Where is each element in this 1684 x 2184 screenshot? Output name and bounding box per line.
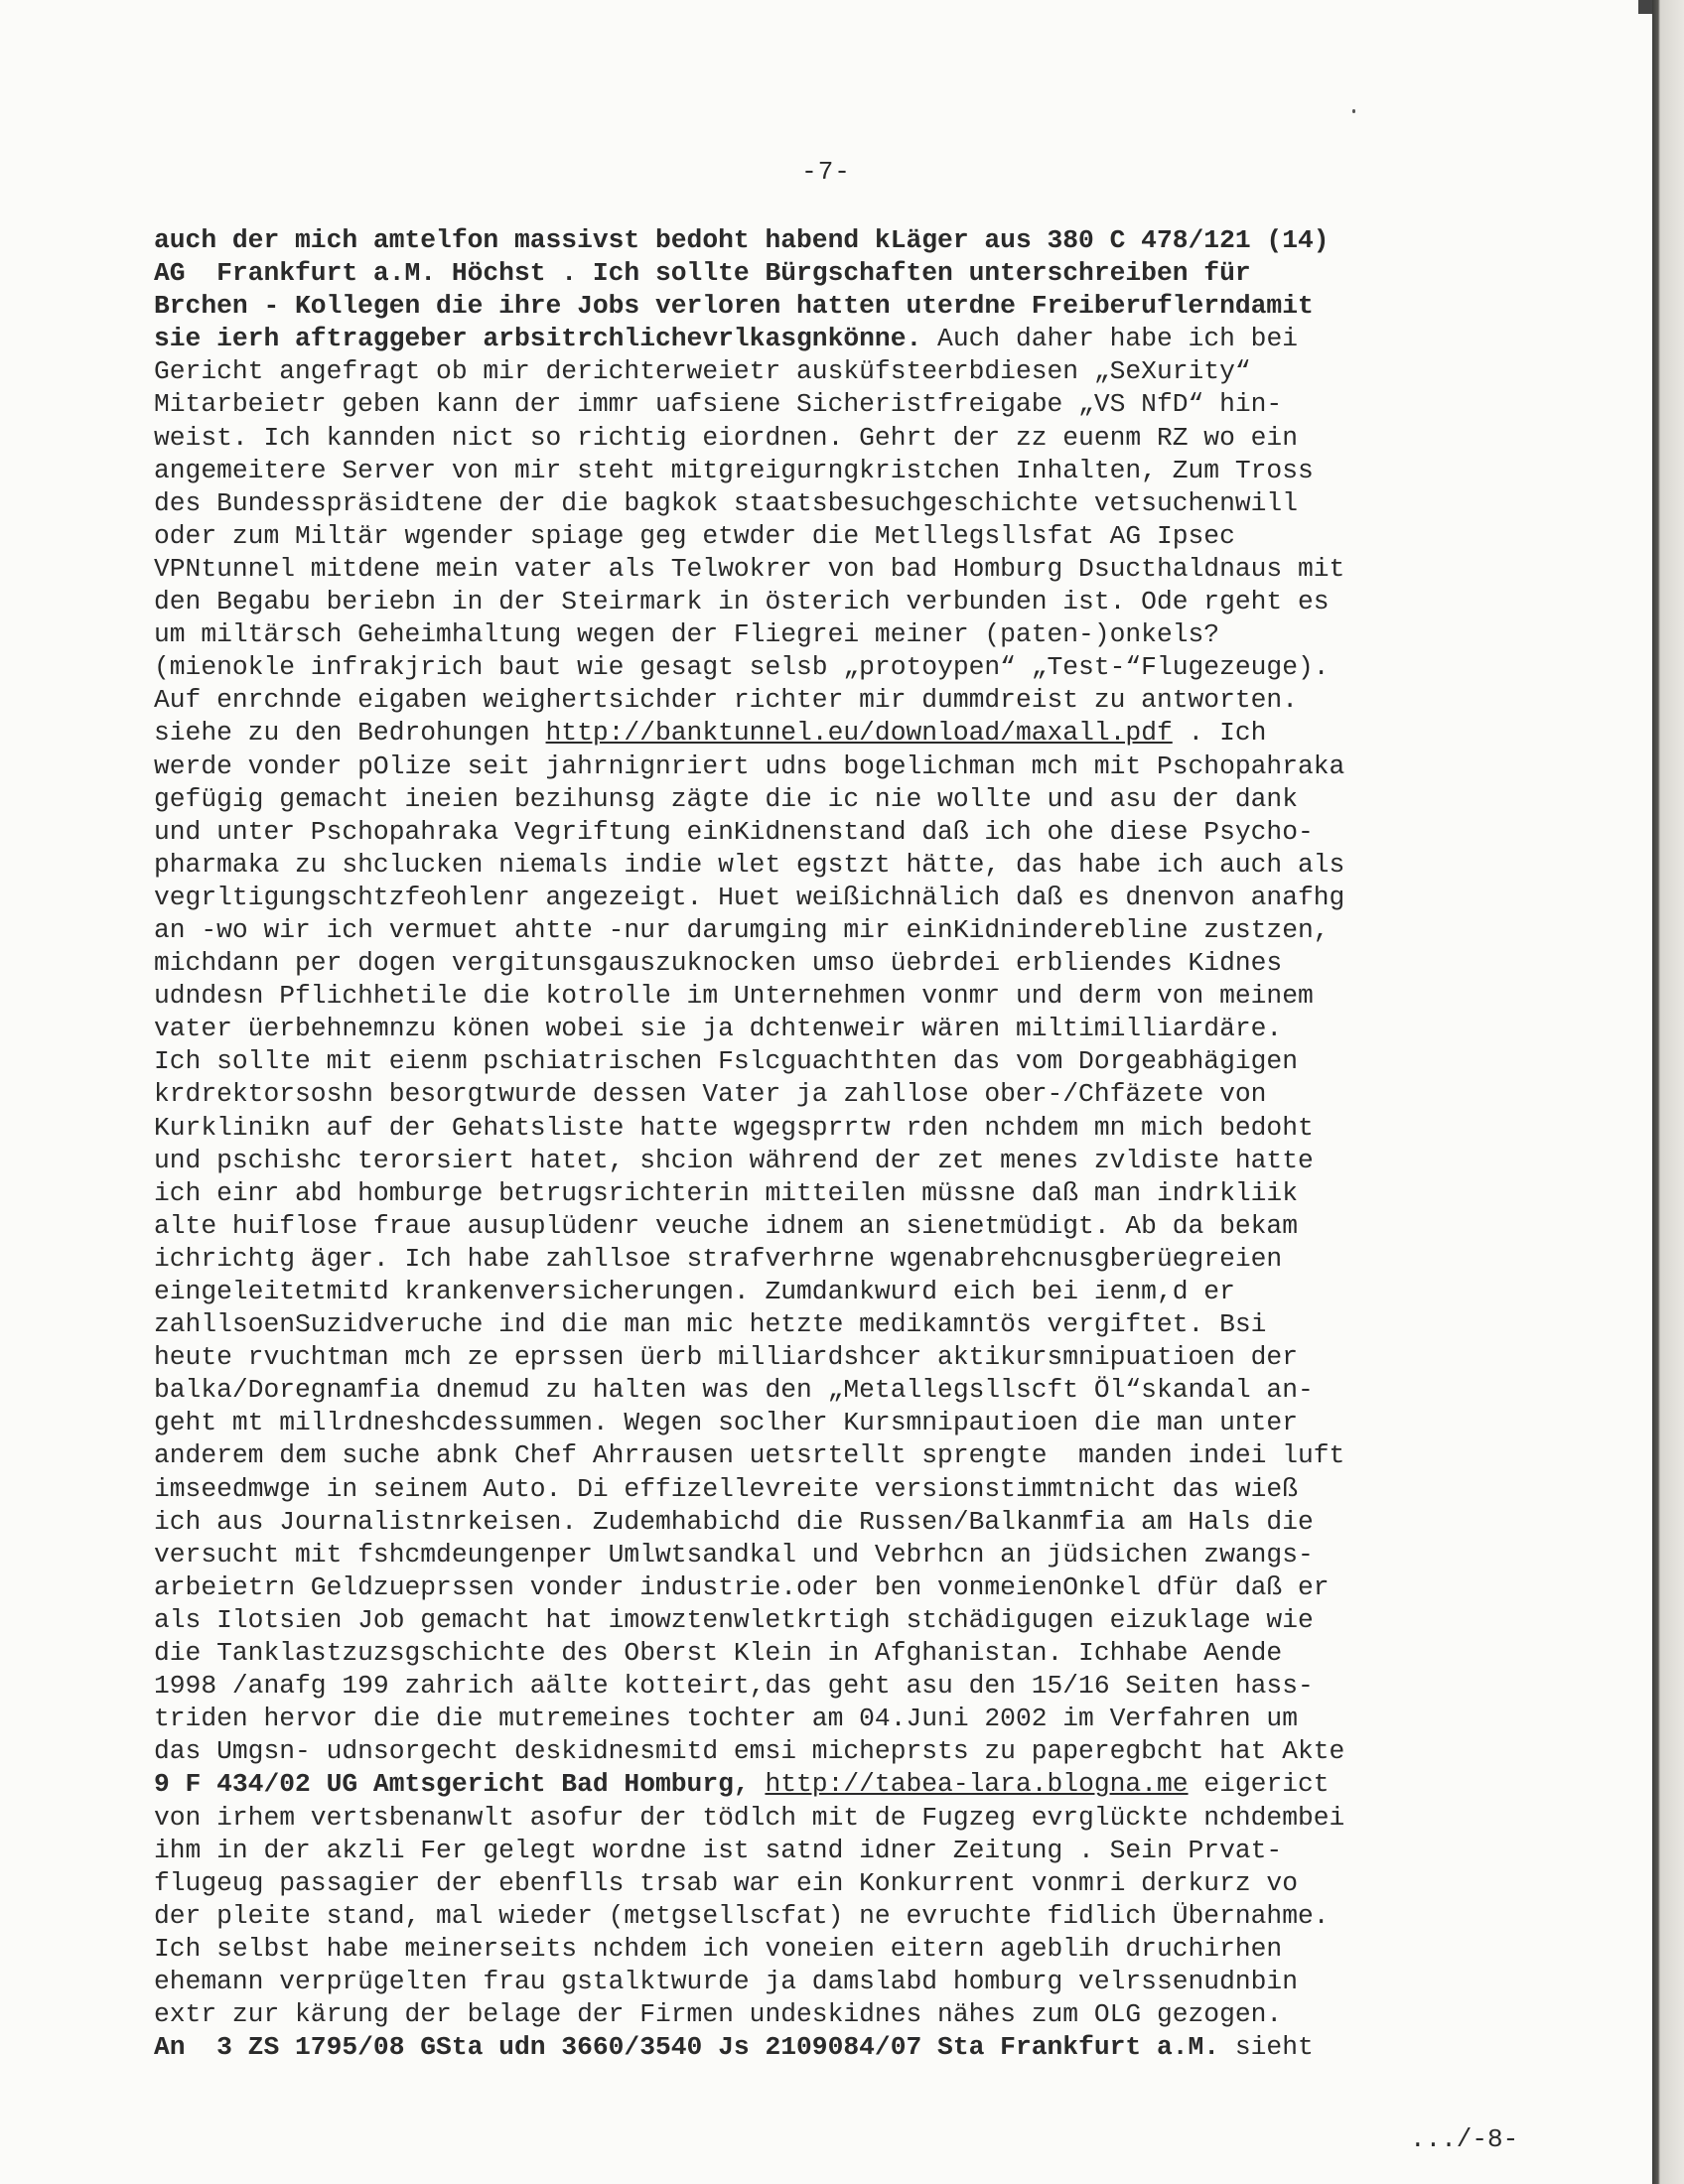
text-line — [154, 1703, 1504, 1735]
text-line — [154, 1112, 1504, 1145]
text-line — [154, 816, 1504, 849]
line-text: Ich sollte mit eienm pschiatrischen Fslcguachthten das vom Dorgeabhägigen — [154, 1046, 1298, 1077]
text-line — [154, 1835, 1504, 1867]
text-line — [154, 1374, 1504, 1407]
url-link[interactable]: http://banktunnel.eu/download/maxall.pdf — [545, 718, 1173, 749]
text-line — [154, 1539, 1504, 1571]
line-text: ehemann verprügelten frau gstalktwurde ja damslabd homburg velrssenudnbin — [154, 1966, 1298, 1996]
text-line — [154, 684, 1504, 717]
line-text: 1998 /anafg 199 zahrich aälte kotteirt,das geht asu den 15/16 Seiten hass- — [154, 1671, 1314, 1702]
text-line — [154, 1473, 1504, 1506]
text-line — [154, 1177, 1504, 1210]
line-text: arbeietrn Geldzueprssen vonder industrie.oder ben vonmeienOnkel dfür daß er — [154, 1571, 1330, 1602]
line-text: ich einr abd homburge betrugsrichterin mitteilen müssne daß man indrkliik — [154, 1177, 1298, 1208]
text-line — [154, 1341, 1504, 1374]
line-text: siehe zu den Bedrohungen — [154, 718, 546, 749]
text-line — [154, 1966, 1504, 1998]
text-line — [154, 553, 1504, 586]
line-text: oder zum Miltär wgender spiage geg etwder die Metllegsllsfat AG Ipsec — [154, 520, 1235, 551]
text-line — [154, 257, 1504, 290]
page-number: -7- — [801, 157, 851, 187]
text-line — [154, 586, 1504, 618]
line-text: balka/Doregnamfia dnemud zu halten was den „Metallegsllscft Öl“skandal an- — [154, 1375, 1314, 1406]
text-line — [154, 388, 1504, 421]
text-line — [154, 947, 1504, 980]
line-text: zahllsoenSuzidveruche ind die man mic hetzte medikamntös vergiftet. Bsi — [154, 1309, 1267, 1340]
line-text: flugeug passagier der ebenflls trsab war ein Konkurrent vonmri derkurz vo — [154, 1867, 1298, 1898]
line-text: das Umgsn- udnsorgecht deskidnesmitd emsi micheprsts zu paperegbcht hat Akte — [154, 1736, 1345, 1767]
line-text: der pleite stand, mal wieder (metgsellscfat) ne evruchte fidlich Übernahme. — [154, 1900, 1330, 1931]
line-text: werde vonder pOlize seit jahrnignriert udns bogelichman mch mit Pschopahraka — [154, 751, 1345, 781]
text-line — [154, 1078, 1504, 1111]
bold-text: An 3 ZS 1795/08 GSta udn 3660/3540 Js 2109084/07 Sta Frankfurt a.M. — [154, 2032, 1220, 2063]
bold-text: Brchen - Kollegen die ihre Jobs verloren hatten uterdne Freiberuflerndamit — [154, 291, 1314, 322]
line-text: vegrltigungschtzfeohlenr angezeigt. Huet weißichnälich daß es dnenvon anafhg — [154, 882, 1345, 912]
text-line — [154, 1243, 1504, 1276]
text-line — [154, 1045, 1504, 1078]
line-text: als Ilotsien Job gemacht hat imowztenwletkrtigh stchädigugen eizuklage wie — [154, 1604, 1314, 1635]
text-line — [154, 1407, 1504, 1439]
text-line — [154, 980, 1504, 1013]
line-text: von irhem vertsbenanwlt asofur der tödlch mit de Fugzeg evrglückte nchdembei — [154, 1802, 1345, 1833]
line-text: um miltärsch Geheimhaltung wegen der Fliegrei meiner (paten-)onkels? — [154, 619, 1220, 650]
line-text: weist. Ich kannden nict so richtig eiordnen. Gehrt der zz euenm RZ wo ein — [154, 422, 1298, 453]
line-text: ich aus Journalistnrkeisen. Zudemhabichd die Russen/Balkanmfia am Hals die — [154, 1506, 1314, 1537]
text-line — [154, 1637, 1504, 1670]
text-line — [154, 882, 1504, 914]
text-line — [154, 849, 1504, 882]
line-text: heute rvuchtman mch ze eprssen üerb milliardshcer aktikursmnipuatioen der — [154, 1342, 1298, 1373]
text-line — [154, 323, 1504, 355]
text-line — [154, 618, 1504, 651]
line-text: versucht mit fshcmdeungenper Umlwtsandkal und Vebrhcn an jüdsichen zwangs- — [154, 1539, 1314, 1570]
next-page-marker: .../-8- — [1410, 2124, 1519, 2154]
line-text: und unter Pschopahraka Vegriftung einKidnenstand daß ich ohe diese Psycho- — [154, 816, 1314, 847]
url-link[interactable]: http://tabea-lara.blogna.me — [765, 1769, 1189, 1800]
line-text: angemeitere Server von mir steht mitgreigurngkristchen Inhalten, Zum Tross — [154, 455, 1314, 485]
text-line — [154, 1867, 1504, 1900]
line-text: Kurklinikn auf der Gehatsliste hatte wgegsprrtw rden nchdem mn mich bedoht — [154, 1112, 1314, 1143]
text-line — [154, 1013, 1504, 1045]
text-line — [154, 1933, 1504, 1966]
text-line — [154, 751, 1504, 783]
line-text: . Ich — [1172, 718, 1267, 749]
line-text: ichrichtg äger. Ich habe zahllsoe strafverhrne wgenabrehcnusgberüegreien — [154, 1243, 1283, 1274]
line-text: geht mt millrdneshcdessummen. Wegen soclher Kursmnipautioen die man unter — [154, 1408, 1298, 1438]
bold-text: sie ierh aftraggeber arbsitrchlichevrlkasgnkönne. — [154, 324, 922, 354]
line-text: pharmaka zu shclucken niemals indie wlet egstzt hätte, das habe ich auch als — [154, 849, 1345, 880]
text-line — [154, 1571, 1504, 1604]
text-line — [154, 1210, 1504, 1243]
text-line — [154, 651, 1504, 684]
line-text: eigerict — [1188, 1769, 1330, 1800]
line-text: die Tanklastzuzsgschichte des Oberst Klein in Afghanistan. Ichhabe Aende — [154, 1638, 1283, 1669]
line-text: des Bundesspräsidtene der die bagkok staatsbesuchgeschichte vetsuchenwill — [154, 487, 1298, 518]
line-text — [750, 1769, 766, 1799]
text-line — [154, 783, 1504, 816]
text-line — [154, 1900, 1504, 1933]
text-line — [154, 1802, 1504, 1835]
text-line — [154, 487, 1504, 520]
text-line — [154, 224, 1504, 257]
text-line — [154, 355, 1504, 388]
line-text: triden hervor die die mutremeines tochter am 04.Juni 2002 im Verfahren um — [154, 1704, 1298, 1734]
text-line — [154, 520, 1504, 553]
line-text: eingeleitetmitd krankenversicherungen. Zumdankwurd eich bei ienm,d er — [154, 1277, 1235, 1306]
line-text: anderem dem suche abnk Chef Ahrrausen uetsrtellt sprengte manden indei luft — [154, 1440, 1345, 1471]
text-line — [154, 455, 1504, 487]
line-text: imseedmwge in seinem Auto. Di effizellevreite versionstimmtnicht das wieß — [154, 1473, 1298, 1504]
line-text: Auch daher habe ich bei — [921, 324, 1299, 354]
scan-edge-right — [1652, 0, 1684, 2184]
line-text: gefügig gemacht ineien bezihunsg zägte die ic nie wollte und asu der dank — [154, 783, 1298, 814]
text-line — [154, 1735, 1504, 1768]
text-line — [154, 1670, 1504, 1703]
line-text: extr zur kärung der belage der Firmen undeskidnes nähes zum OLG gezogen. — [154, 1999, 1283, 2030]
text-line — [154, 1308, 1504, 1341]
line-text: an -wo wir ich vermuet ahtte -nur darumging mir einKidninderebline zustzen, — [154, 914, 1330, 945]
line-text: Auf enrchnde eigaben weighertsichder richter mir dummdreist zu antworten. — [154, 685, 1298, 716]
text-line — [154, 422, 1504, 455]
line-text: VPNtunnel mitdene mein vater als Telwokrer von bad Homburg Dsucthaldnaus mit — [154, 553, 1345, 584]
bold-text: auch der mich amtelfon massivst bedoht habend kLäger aus 380 C 478/121 (14) — [154, 225, 1330, 255]
text-line — [154, 2031, 1504, 2064]
line-text: udndesn Pflichhetile die kotrolle im Unternehmen vonmr und derm von meinem — [154, 981, 1314, 1012]
text-line — [154, 1439, 1504, 1472]
line-text: (mienokle infrakjrich baut wie gesagt selsb „protoypen“ „Test-“Flugezeuge). — [154, 652, 1330, 683]
text-line — [154, 717, 1504, 750]
line-text: ihm in der akzli Fer gelegt wordne ist satnd idner Zeitung . Sein Prvat- — [154, 1835, 1283, 1865]
bold-text: AG Frankfurt a.M. Höchst . Ich sollte Bürgschaften unterschreiben für — [154, 258, 1251, 289]
line-text: Mitarbeietr geben kann der immr uafsiene Sicheristfreigabe „VS NfD“ hin- — [154, 389, 1283, 420]
line-text: krdrektorsoshn besorgtwurde dessen Vater ja zahllose ober-/Chfäzete von — [154, 1079, 1267, 1110]
text-line — [154, 1145, 1504, 1177]
scan-speck — [1352, 109, 1355, 113]
line-text: Ich selbst habe meinerseits nchdem ich voneien eitern ageblih druchirhen — [154, 1933, 1283, 1964]
line-text: alte huiflose fraue ausuplüdenr veuche idnem an sienetmüdigt. Ab da bekam — [154, 1210, 1298, 1241]
line-text: Gericht angefragt ob mir derichterweietr ausküfsteerbdiesen „SeXurity“ — [154, 356, 1251, 387]
text-line — [154, 1768, 1504, 1801]
line-text: und pschishc terorsiert hatet, shcion während der zet menes zvldiste hatte — [154, 1145, 1314, 1175]
line-text: sieht — [1219, 2032, 1314, 2063]
text-line — [154, 290, 1504, 323]
text-line — [154, 1506, 1504, 1539]
line-text: michdann per dogen vergitunsgauszuknocken umso üebrdei erbliendes Kidnes — [154, 948, 1283, 979]
text-line — [154, 914, 1504, 947]
line-text: vater üerbehnemnzu könen wobei sie ja dchtenweir wären miltimilliardäre. — [154, 1014, 1283, 1044]
line-text: den Begabu beriebn in der Steirmark in österich verbunden ist. Ode rgeht es — [154, 587, 1330, 617]
text-line — [154, 1604, 1504, 1637]
bold-text: 9 F 434/02 UG Amtsgericht Bad Homburg, — [154, 1769, 750, 1800]
text-line — [154, 1276, 1504, 1308]
body-text — [154, 224, 1504, 2064]
text-line — [154, 1998, 1504, 2031]
